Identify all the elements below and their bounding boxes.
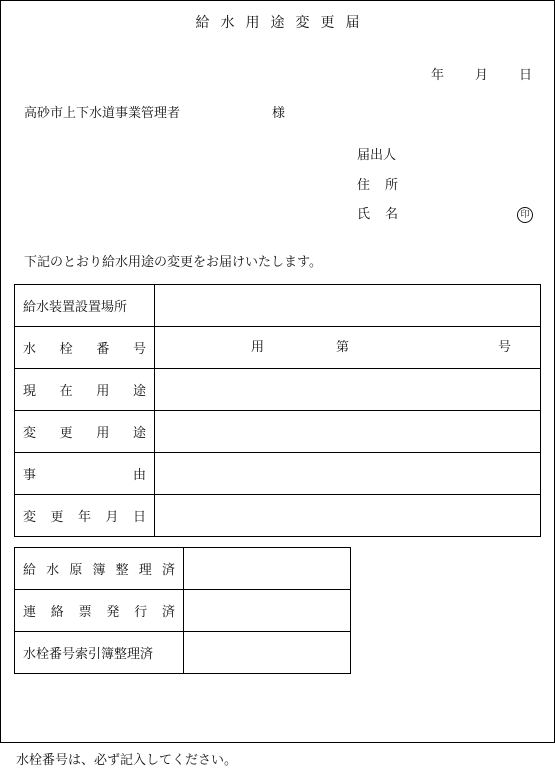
row-header <box>15 453 155 495</box>
address-label-1: 住 <box>357 178 371 193</box>
table-row <box>15 369 541 411</box>
tap-number-field[interactable] <box>155 327 541 369</box>
row-label-char: 月 <box>105 510 119 525</box>
row-label-char: 絡 <box>50 605 64 620</box>
row-label-char: 更 <box>50 510 64 525</box>
row-label-char: 変 <box>23 426 37 441</box>
row-label-char: 原 <box>69 563 83 578</box>
row-label-char: 整 <box>115 563 129 578</box>
row-label-char: 用 <box>96 384 110 399</box>
office-table <box>14 547 351 674</box>
row-label-char: 票 <box>78 605 92 620</box>
row-header <box>15 590 184 632</box>
row-label-char: 事 <box>23 468 37 483</box>
row-header <box>15 369 155 411</box>
row-header <box>15 495 155 537</box>
row-header <box>15 632 184 674</box>
date-month-label: 月 <box>475 68 489 83</box>
index-done-field[interactable] <box>184 632 351 674</box>
date-day-label: 日 <box>519 68 533 83</box>
row-label-char: 途 <box>132 426 146 441</box>
row-label-char: 日 <box>132 510 146 525</box>
row-label-char: 理 <box>138 563 152 578</box>
seal-mark: 印 <box>517 207 533 223</box>
row-label-char: 簿 <box>92 563 106 578</box>
table-row <box>15 411 541 453</box>
row-header <box>15 411 155 453</box>
row-label-char: 更 <box>59 426 73 441</box>
name-label-1: 氏 <box>357 207 371 222</box>
row-header <box>15 285 155 327</box>
new-use-field[interactable] <box>155 411 541 453</box>
row-label-char: 給水装置設置場所 <box>23 300 128 315</box>
row-label-char: 栓 <box>59 342 73 357</box>
row-label-char: 連 <box>23 605 37 620</box>
honorific: 様 <box>272 106 286 121</box>
row-label-char: 水 <box>46 563 60 578</box>
footnote: 水栓番号は、必ず記入してください。 <box>16 753 238 768</box>
change-date-field[interactable] <box>155 495 541 537</box>
date-year-label: 年 <box>431 68 445 83</box>
table-row <box>15 632 351 674</box>
row-label-char: 在 <box>59 384 73 399</box>
installation-location-field[interactable] <box>155 285 541 327</box>
table-row <box>15 590 351 632</box>
row-label-char: 給 <box>23 563 37 578</box>
table-row <box>15 495 541 537</box>
table-row <box>15 548 351 590</box>
applicant-label: 届出人 <box>357 148 397 163</box>
intro-text: 下記のとおり給水用途の変更をお届けいたします。 <box>24 255 322 270</box>
row-label-char: 途 <box>132 384 146 399</box>
row-label-char: 水栓番号索引簿整理済 <box>23 647 154 662</box>
row-header <box>15 548 184 590</box>
ledger-done-field[interactable] <box>184 548 351 590</box>
row-label-char: 発 <box>106 605 120 620</box>
row-label-char: 番 <box>96 342 110 357</box>
row-label-char: 済 <box>161 605 175 620</box>
row-label-char: 由 <box>132 468 146 483</box>
number-mid: 第 <box>336 340 350 355</box>
form-title: 給水用途変更届 <box>195 15 371 31</box>
main-table <box>14 284 541 537</box>
table-row <box>15 285 541 327</box>
row-label-char: 用 <box>96 426 110 441</box>
row-label-char: 行 <box>134 605 148 620</box>
table-row <box>15 453 541 495</box>
number-suffix: 号 <box>498 340 512 355</box>
number-prefix: 用 <box>251 340 265 355</box>
row-label-char: 現 <box>23 384 37 399</box>
row-label-char: 済 <box>161 563 175 578</box>
notice-issued-field[interactable] <box>184 590 351 632</box>
row-label-char: 水 <box>23 342 37 357</box>
row-label-char: 号 <box>132 342 146 357</box>
addressee: 高砂市上下水道事業管理者 <box>24 106 181 121</box>
row-label-char: 変 <box>23 510 37 525</box>
name-label-2: 名 <box>385 207 399 222</box>
reason-field[interactable] <box>155 453 541 495</box>
table-row <box>15 327 541 369</box>
row-label-char: 年 <box>77 510 91 525</box>
address-label-2: 所 <box>385 178 399 193</box>
row-header <box>15 327 155 369</box>
current-use-field[interactable] <box>155 369 541 411</box>
